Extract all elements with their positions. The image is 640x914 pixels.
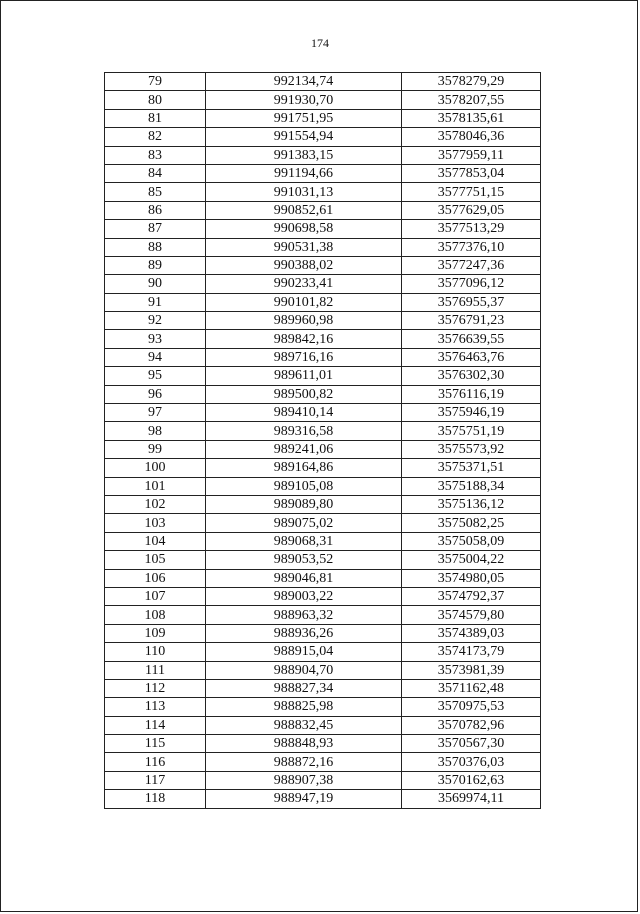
y-coordinate-cell: 3578207,55: [402, 91, 541, 109]
y-coordinate-cell: 3576639,55: [402, 330, 541, 348]
table-row: [105, 128, 541, 146]
table-row: [105, 275, 541, 293]
point-number-cell: 116: [105, 753, 206, 771]
x-coordinate-cell: 989500,82: [206, 385, 402, 403]
x-coordinate-cell: 989316,58: [206, 422, 402, 440]
y-coordinate-cell: 3574579,80: [402, 606, 541, 624]
point-number-cell: 90: [105, 275, 206, 293]
point-number-cell: 87: [105, 220, 206, 238]
point-number-cell: 89: [105, 256, 206, 274]
table-row: [105, 367, 541, 385]
point-number-cell: 106: [105, 569, 206, 587]
table-row: [105, 440, 541, 458]
y-coordinate-cell: 3571162,48: [402, 679, 541, 697]
table-row: [105, 698, 541, 716]
table-row: [105, 109, 541, 127]
point-number-cell: 94: [105, 348, 206, 366]
point-number-cell: 103: [105, 514, 206, 532]
y-coordinate-cell: 3575058,09: [402, 532, 541, 550]
table-row: [105, 422, 541, 440]
x-coordinate-cell: 988915,04: [206, 643, 402, 661]
x-coordinate-cell: 988907,38: [206, 771, 402, 789]
table-row: [105, 73, 541, 91]
y-coordinate-cell: 3574980,05: [402, 569, 541, 587]
x-coordinate-cell: 991383,15: [206, 146, 402, 164]
table-row: [105, 293, 541, 311]
y-coordinate-cell: 3578279,29: [402, 73, 541, 91]
table-row: [105, 753, 541, 771]
x-coordinate-cell: 989611,01: [206, 367, 402, 385]
table-row: [105, 606, 541, 624]
x-coordinate-cell: 990101,82: [206, 293, 402, 311]
x-coordinate-cell: 991194,66: [206, 164, 402, 182]
table-row: [105, 514, 541, 532]
table-row: [105, 771, 541, 789]
point-number-cell: 104: [105, 532, 206, 550]
point-number-cell: 109: [105, 624, 206, 642]
y-coordinate-cell: 3577853,04: [402, 164, 541, 182]
y-coordinate-cell: 3577959,11: [402, 146, 541, 164]
table-row: [105, 679, 541, 697]
table-row: [105, 146, 541, 164]
x-coordinate-cell: 988963,32: [206, 606, 402, 624]
point-number-cell: 91: [105, 293, 206, 311]
y-coordinate-cell: 3575082,25: [402, 514, 541, 532]
x-coordinate-cell: 988947,19: [206, 790, 402, 808]
point-number-cell: 114: [105, 716, 206, 734]
point-number-cell: 113: [105, 698, 206, 716]
point-number-cell: 115: [105, 735, 206, 753]
point-number-cell: 96: [105, 385, 206, 403]
y-coordinate-cell: 3578046,36: [402, 128, 541, 146]
point-number-cell: 101: [105, 477, 206, 495]
x-coordinate-cell: 988904,70: [206, 661, 402, 679]
y-coordinate-cell: 3575371,51: [402, 459, 541, 477]
table-row: [105, 532, 541, 550]
point-number-cell: 98: [105, 422, 206, 440]
coordinates-table: [104, 72, 541, 809]
point-number-cell: 84: [105, 164, 206, 182]
table-row: [105, 587, 541, 605]
point-number-cell: 92: [105, 312, 206, 330]
y-coordinate-cell: 3575751,19: [402, 422, 541, 440]
table-row: [105, 551, 541, 569]
table-row: [105, 91, 541, 109]
y-coordinate-cell: 3577247,36: [402, 256, 541, 274]
table-row: [105, 624, 541, 642]
table-row: [105, 385, 541, 403]
table-row: [105, 312, 541, 330]
table-row: [105, 164, 541, 182]
point-number-cell: 93: [105, 330, 206, 348]
x-coordinate-cell: 990233,41: [206, 275, 402, 293]
x-coordinate-cell: 989068,31: [206, 532, 402, 550]
x-coordinate-cell: 989046,81: [206, 569, 402, 587]
x-coordinate-cell: 988825,98: [206, 698, 402, 716]
table-row: [105, 495, 541, 513]
y-coordinate-cell: 3574389,03: [402, 624, 541, 642]
table-row: [105, 661, 541, 679]
y-coordinate-cell: 3576116,19: [402, 385, 541, 403]
y-coordinate-cell: 3570376,03: [402, 753, 541, 771]
point-number-cell: 112: [105, 679, 206, 697]
point-number-cell: 81: [105, 109, 206, 127]
x-coordinate-cell: 989089,80: [206, 495, 402, 513]
x-coordinate-cell: 990388,02: [206, 256, 402, 274]
table-row: [105, 220, 541, 238]
y-coordinate-cell: 3570567,30: [402, 735, 541, 753]
point-number-cell: 105: [105, 551, 206, 569]
table-row: [105, 459, 541, 477]
table-row: [105, 716, 541, 734]
table-row: [105, 404, 541, 422]
x-coordinate-cell: 988872,16: [206, 753, 402, 771]
y-coordinate-cell: 3576955,37: [402, 293, 541, 311]
y-coordinate-cell: 3577513,29: [402, 220, 541, 238]
x-coordinate-cell: 991554,94: [206, 128, 402, 146]
point-number-cell: 111: [105, 661, 206, 679]
x-coordinate-cell: 988832,45: [206, 716, 402, 734]
point-number-cell: 110: [105, 643, 206, 661]
point-number-cell: 88: [105, 238, 206, 256]
x-coordinate-cell: 989003,22: [206, 587, 402, 605]
point-number-cell: 97: [105, 404, 206, 422]
x-coordinate-cell: 989105,08: [206, 477, 402, 495]
x-coordinate-cell: 988848,93: [206, 735, 402, 753]
page-number: 174: [311, 36, 329, 50]
x-coordinate-cell: 988936,26: [206, 624, 402, 642]
y-coordinate-cell: 3575004,22: [402, 551, 541, 569]
x-coordinate-cell: 989842,16: [206, 330, 402, 348]
y-coordinate-cell: 3570782,96: [402, 716, 541, 734]
point-number-cell: 117: [105, 771, 206, 789]
point-number-cell: 82: [105, 128, 206, 146]
x-coordinate-cell: 990531,38: [206, 238, 402, 256]
y-coordinate-cell: 3577751,15: [402, 183, 541, 201]
table-row: [105, 569, 541, 587]
point-number-cell: 107: [105, 587, 206, 605]
point-number-cell: 85: [105, 183, 206, 201]
x-coordinate-cell: 989960,98: [206, 312, 402, 330]
x-coordinate-cell: 990852,61: [206, 201, 402, 219]
x-coordinate-cell: 991031,13: [206, 183, 402, 201]
table-row: [105, 643, 541, 661]
point-number-cell: 100: [105, 459, 206, 477]
point-number-cell: 102: [105, 495, 206, 513]
x-coordinate-cell: 989075,02: [206, 514, 402, 532]
table-row: [105, 477, 541, 495]
x-coordinate-cell: 989053,52: [206, 551, 402, 569]
table-row: [105, 238, 541, 256]
y-coordinate-cell: 3577629,05: [402, 201, 541, 219]
y-coordinate-cell: 3577376,10: [402, 238, 541, 256]
y-coordinate-cell: 3570975,53: [402, 698, 541, 716]
x-coordinate-cell: 989241,06: [206, 440, 402, 458]
x-coordinate-cell: 989410,14: [206, 404, 402, 422]
table-row: [105, 735, 541, 753]
table-row: [105, 348, 541, 366]
y-coordinate-cell: 3578135,61: [402, 109, 541, 127]
y-coordinate-cell: 3577096,12: [402, 275, 541, 293]
x-coordinate-cell: 992134,74: [206, 73, 402, 91]
x-coordinate-cell: 988827,34: [206, 679, 402, 697]
point-number-cell: 99: [105, 440, 206, 458]
y-coordinate-cell: 3576302,30: [402, 367, 541, 385]
table-row: [105, 183, 541, 201]
x-coordinate-cell: 989716,16: [206, 348, 402, 366]
x-coordinate-cell: 991930,70: [206, 91, 402, 109]
table-row: [105, 330, 541, 348]
y-coordinate-cell: 3576463,76: [402, 348, 541, 366]
point-number-cell: 79: [105, 73, 206, 91]
y-coordinate-cell: 3574792,37: [402, 587, 541, 605]
y-coordinate-cell: 3575136,12: [402, 495, 541, 513]
point-number-cell: 95: [105, 367, 206, 385]
coordinates-table-body: [105, 73, 541, 809]
point-number-cell: 83: [105, 146, 206, 164]
x-coordinate-cell: 990698,58: [206, 220, 402, 238]
point-number-cell: 80: [105, 91, 206, 109]
table-row: [105, 790, 541, 808]
point-number-cell: 86: [105, 201, 206, 219]
y-coordinate-cell: 3570162,63: [402, 771, 541, 789]
y-coordinate-cell: 3575946,19: [402, 404, 541, 422]
x-coordinate-cell: 991751,95: [206, 109, 402, 127]
y-coordinate-cell: 3576791,23: [402, 312, 541, 330]
y-coordinate-cell: 3573981,39: [402, 661, 541, 679]
table-row: [105, 201, 541, 219]
y-coordinate-cell: 3574173,79: [402, 643, 541, 661]
point-number-cell: 108: [105, 606, 206, 624]
point-number-cell: 118: [105, 790, 206, 808]
y-coordinate-cell: 3575188,34: [402, 477, 541, 495]
y-coordinate-cell: 3569974,11: [402, 790, 541, 808]
y-coordinate-cell: 3575573,92: [402, 440, 541, 458]
table-row: [105, 256, 541, 274]
x-coordinate-cell: 989164,86: [206, 459, 402, 477]
